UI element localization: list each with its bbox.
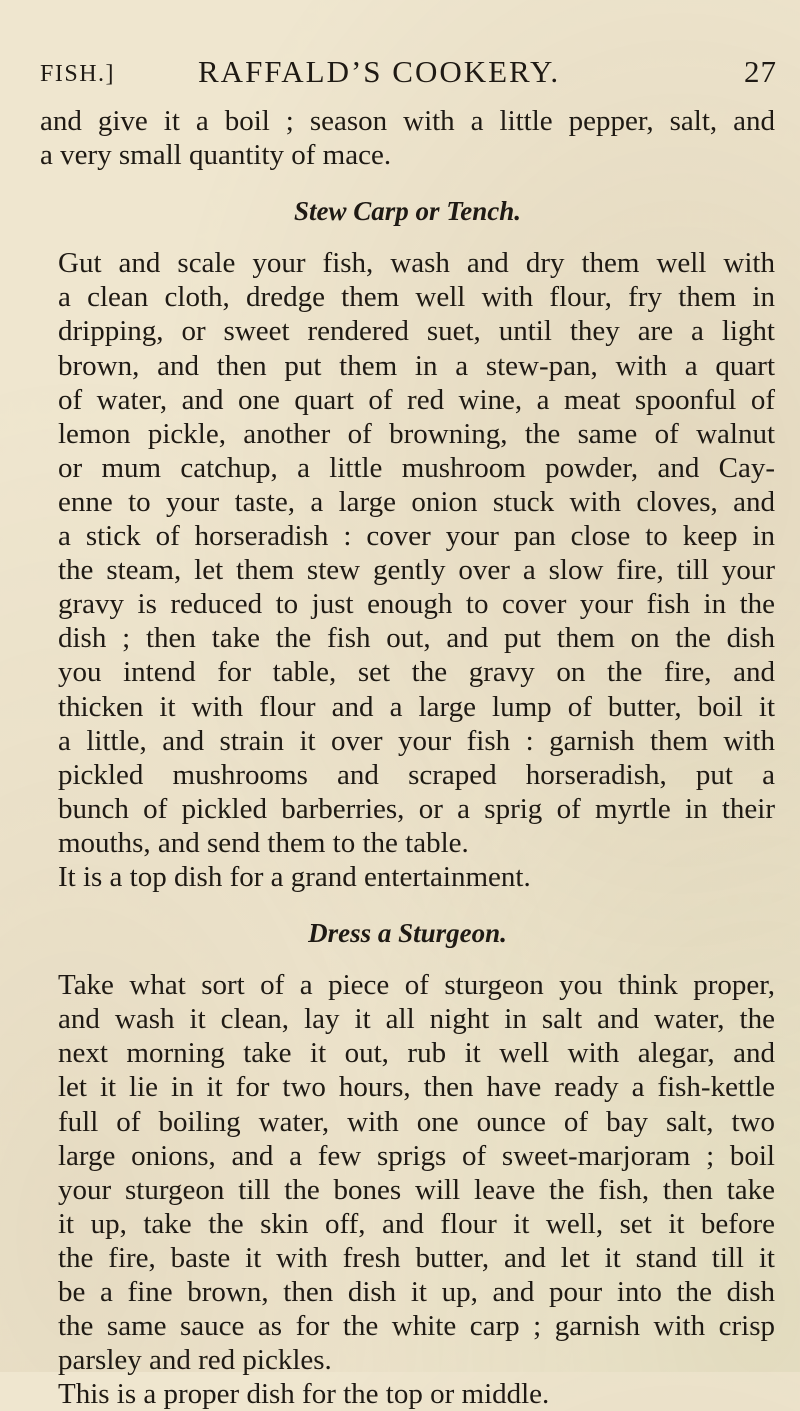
section-label: FISH.] <box>40 61 116 87</box>
text-line: It is a top dish for a grand entertainment. <box>58 860 531 893</box>
text-line: full of boiling water, with one ounce of bay salt, two <box>58 1105 775 1138</box>
text-line: the steam, let them stew gently over a slow fire, till your <box>58 554 775 587</box>
text-line: or mum catchup, a little mushroom powder, and Cay- <box>58 451 775 484</box>
text-line: bunch of pickled barberries, or a sprig of myrtle in their <box>58 792 775 825</box>
text-line: it up, take the skin off, and flour it well, set it before <box>58 1207 775 1240</box>
book-page <box>40 0 785 1411</box>
recipe-heading-stew-carp: Stew Carp or Tench. <box>293 196 522 227</box>
text-line: a little, and strain it over your fish : garnish them with <box>58 724 775 757</box>
text-line: next morning take it out, rub it well with alegar, and <box>58 1037 775 1070</box>
recipe-note-stew-carp <box>40 860 775 894</box>
text-line: the fire, baste it with fresh butter, and let it stand till it <box>58 1241 775 1274</box>
text-line: you intend for table, set the gravy on the fire, and <box>58 656 775 689</box>
text-line: let it lie in it for two hours, then have ready a fish-kettle <box>58 1071 775 1104</box>
recipe-paragraph-stew-carp <box>40 246 775 860</box>
running-head <box>40 50 785 94</box>
text-line: Gut and scale your fish, wash and dry them well with <box>58 247 775 280</box>
text-line: lemon pickle, another of browning, the same of walnut <box>58 417 775 450</box>
recipe-heading-dress-sturgeon: Dress a Sturgeon. <box>308 918 507 949</box>
text-line: a very small quantity of mace. <box>40 139 392 172</box>
text-line: large onions, and a few sprigs of sweet-marjoram ; boil <box>58 1139 775 1172</box>
recipe-note-dress-sturgeon <box>40 1377 775 1411</box>
text-line: and give it a boil ; season with a little pepper, salt, and <box>40 105 775 137</box>
text-line: brown, and then put them in a stew-pan, with a quart <box>58 349 775 382</box>
book-title: RAFFALD’S COOKERY. <box>198 54 561 89</box>
text-line: and wash it clean, lay it all night in salt and water, the <box>58 1003 775 1036</box>
text-line: a stick of horseradish : cover your pan close to keep in <box>58 520 775 553</box>
text-line: enne to your taste, a large onion stuck with cloves, and <box>58 485 775 518</box>
text-line: dripping, or sweet rendered suet, until they are a light <box>58 315 775 348</box>
text-line: gravy is reduced to just enough to cover your fish in the <box>58 588 775 621</box>
text-line: of water, and one quart of red wine, a meat spoonful of <box>58 383 775 416</box>
text-line: a clean cloth, dredge them well with flour, fry them in <box>58 281 775 314</box>
text-line: This is a proper dish for the top or middle. <box>58 1378 550 1411</box>
recipe-paragraph-dress-sturgeon <box>40 968 775 1377</box>
text-line: dish ; then take the fish out, and put them on the dish <box>58 622 775 655</box>
text-line: Take what sort of a piece of sturgeon you think proper, <box>58 969 775 1002</box>
text-line: mouths, and send them to the table. <box>58 826 469 859</box>
text-line: your sturgeon till the bones will leave the fish, then take <box>58 1173 775 1206</box>
text-line: thicken it with flour and a large lump of butter, boil it <box>58 690 775 723</box>
page-number: 27 <box>744 54 777 89</box>
body-text <box>40 104 775 1411</box>
text-line: the same sauce as for the white carp ; garnish with crisp <box>58 1310 775 1343</box>
opening-paragraph <box>40 104 775 172</box>
text-line: pickled mushrooms and scraped horseradish, put a <box>58 758 775 791</box>
text-line: be a fine brown, then dish it up, and pour into the dish <box>58 1276 775 1308</box>
text-line: parsley and red pickles. <box>58 1344 332 1377</box>
